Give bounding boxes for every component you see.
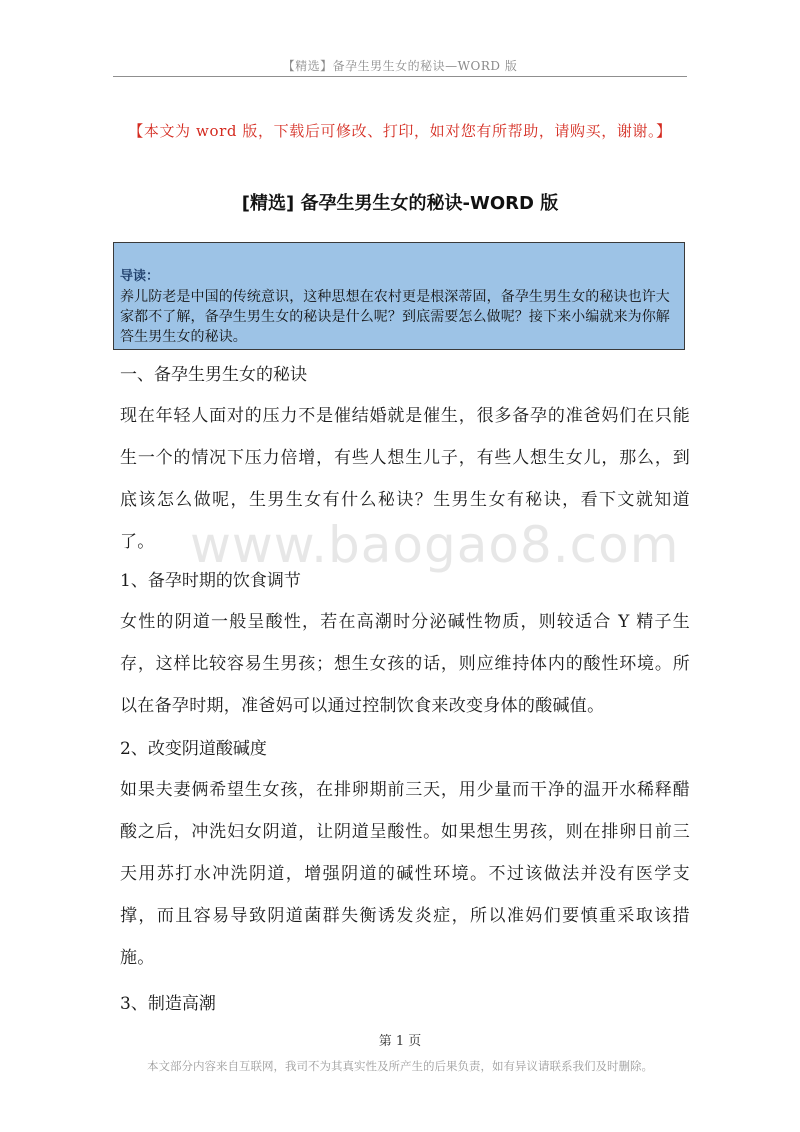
intro-box — [113, 242, 685, 350]
intro-text: 养儿防老是中国的传统意识，这种思想在农村更是根深蒂固，备孕生男生女的秘诀也许大家都不了解，备孕生男生女的秘诀是什么呢？到底需要怎么做呢？接下来小编就来为你解答生男生女的秘诀。 — [120, 289, 670, 345]
item-heading-2: 2、改变阴道酸碱度 — [120, 739, 267, 759]
section-paragraph: 现在年轻人面对的压力不是催结婚就是催生，很多备孕的准爸妈们在只能生一个的情况下压力倍增，有些人想生儿子，有些人想生女儿，那么，到底该怎么做呢，生男生女有什么秘诀？生男生女有秘诀，看下文就知道了。 — [120, 406, 690, 552]
item-heading-1: 1、备孕时期的饮食调节 — [120, 571, 301, 591]
item-paragraph-1: 女性的阴道一般呈酸性，若在高潮时分泌碱性物质，则较适合 Y 精子生存，这样比较容易生男孩；想生女孩的话，则应维持体内的酸性环境。所以在备孕时期，准爸妈可以通过控制饮食来改变身体的酸碱值。 — [120, 612, 690, 716]
page-header: 【精选】备孕生男生女的秘诀—WORD 版 — [282, 59, 518, 73]
document-title: [精选] 备孕生男生女的秘诀-WORD 版 — [241, 193, 559, 214]
watermark: www.baogao8.com — [190, 516, 680, 574]
page-number: 第 1 页 — [378, 1034, 422, 1049]
download-notice: 【本文为 word 版，下载后可修改、打印，如对您有所帮助，请购买，谢谢。】 — [128, 122, 672, 140]
header-divider — [113, 76, 687, 77]
item-paragraph-2: 如果夫妻俩希望生女孩，在排卵期前三天，用少量而干净的温开水稀释醋酸之后，冲洗妇女阴道，让阴道呈酸性。如果想生男孩，则在排卵日前三天用苏打水冲洗阴道，增强阴道的碱性环境。不过该做法并没有医学支撑，而且容易导致阴道菌群失衡诱发炎症，所以准妈们要慎重采取该措施。 — [120, 780, 690, 968]
section-heading: 一、备孕生男生女的秘诀 — [120, 365, 307, 385]
intro-label: 导读： — [120, 269, 160, 284]
footer-disclaimer: 本文部分内容来自互联网，我司不为其真实性及所产生的后果负责，如有异议请联系我们及时删除。 — [147, 1059, 653, 1073]
item-heading-3: 3、制造高潮 — [120, 994, 216, 1014]
